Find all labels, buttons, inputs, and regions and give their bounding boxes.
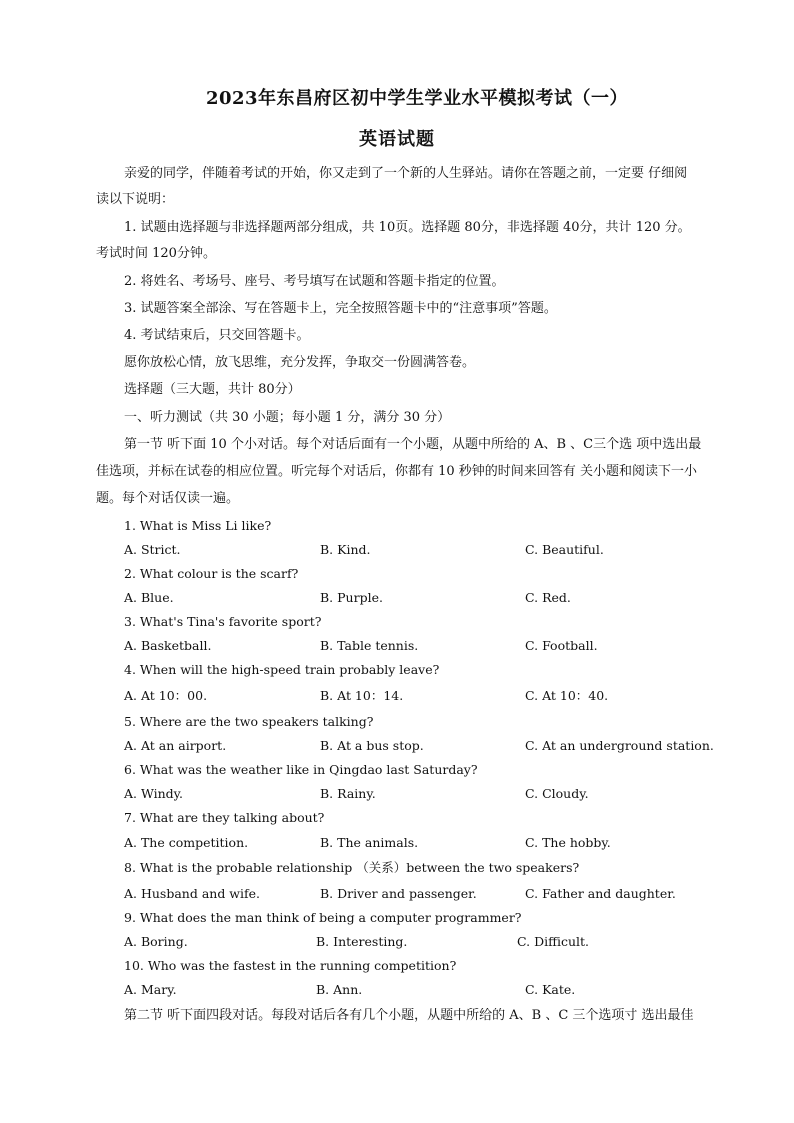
q7-option-c: C. The hobby. <box>525 835 611 850</box>
q9-option-a: A. Boring. <box>124 934 188 949</box>
part1-sec1-line-1: 第一节 听下面 10 个小对话。每个对话后面有一个小题，从题中所给的 A、B 、C三个选 项中选出最 <box>124 437 702 452</box>
question-10: 10. Who was the fastest in the running competition? <box>124 958 457 973</box>
question-5: 5. Where are the two speakers talking? <box>124 714 374 729</box>
intro-wish: 愿你放松心情，放飞思维，充分发挥，争取交一份圆满答卷。 <box>124 355 476 370</box>
q1-option-c: C. Beautiful. <box>525 542 604 557</box>
section-choice: 选择题（三大题，共计 80分） <box>124 382 301 397</box>
q5-option-a: A. At an airport. <box>124 738 227 753</box>
question-7: 7. What are they talking about? <box>124 810 325 825</box>
part1-sec2-line-1: 第二节 听下面四段对话。每段对话后各有几个小题，从题中所给的 A、B 、C 三个选项寸 选出最佳 <box>124 1008 694 1023</box>
intro-item-4: 4. 考试结束后，只交回答题卡。 <box>124 328 310 343</box>
q3-option-a: A. Basketball. <box>124 638 212 653</box>
q4-option-c: C. At 10：40. <box>525 688 609 703</box>
intro-line-1: 亲爱的同学，伴随着考试的开始，你又走到了一个新的人生驿站。请你在答题之前，一定要 仔细阅 <box>124 166 688 181</box>
question-1: 1. What is Miss Li like? <box>124 518 272 533</box>
q6-option-c: C. Cloudy. <box>525 786 589 801</box>
q7-option-a: A. The competition. <box>124 835 249 850</box>
part1-heading: 一、听力测试（共 30 小题；每小题 1 分，满分 30 分） <box>124 410 451 425</box>
question-9: 9. What does the man think of being a computer programmer? <box>124 910 522 925</box>
question-8: 8. What is the probable relationship （关系）between the two speakers? <box>124 860 580 875</box>
part1-sec1-line-3: 题。每个对话仅读一遍。 <box>96 491 240 506</box>
intro-item-1b: 考试时间 120分钟。 <box>96 246 216 261</box>
q5-option-c: C. At an underground station. <box>525 738 714 753</box>
q8-option-c: C. Father and daughter. <box>525 886 676 901</box>
intro-item-2: 2. 将姓名、考场号、座号、考号填写在试题和答题卡指定的位置。 <box>124 274 505 289</box>
question-4: 4. When will the high-speed train probably leave? <box>124 662 440 677</box>
q10-option-b: B. Ann. <box>316 982 363 997</box>
q10-option-a: A. Mary. <box>124 982 177 997</box>
q1-option-b: B. Kind. <box>320 542 371 557</box>
part1-sec1-line-2: 佳选项，并标在试卷的相应位置。听完每个对话后，你都有 10 秒钟的时间来回答有 关小题和阅读下一小 <box>96 464 697 479</box>
q3-option-b: B. Table tennis. <box>320 638 419 653</box>
q3-option-c: C. Football. <box>525 638 598 653</box>
intro-item-1a: 1. 试题由选择题与非选择题两部分组成，共 10页。选择题 80分，非选择题 40分，共计 120 分。 <box>124 220 691 235</box>
q9-option-c: C. Difficult. <box>517 934 590 949</box>
q9-option-b: B. Interesting. <box>316 934 408 949</box>
q6-option-a: A. Windy. <box>124 786 184 801</box>
question-6: 6. What was the weather like in Qingdao last Saturday? <box>124 762 478 777</box>
q8-option-b: B. Driver and passenger. <box>320 886 477 901</box>
q1-option-a: A. Strict. <box>124 542 181 557</box>
question-2: 2. What colour is the scarf? <box>124 566 299 581</box>
q2-option-a: A. Blue. <box>124 590 174 605</box>
q4-option-a: A. At 10：00. <box>124 688 208 703</box>
intro-line-2: 读以下说明： <box>96 192 175 207</box>
q10-option-c: C. Kate. <box>525 982 576 997</box>
q2-option-b: B. Purple. <box>320 590 383 605</box>
q7-option-b: B. The animals. <box>320 835 419 850</box>
intro-item-3: 3. 试题答案全部涂、写在答题卡上，完全按照答题卡中的“注意事项”答题。 <box>124 301 557 316</box>
q8-option-a: A. Husband and wife. <box>124 886 260 901</box>
question-3: 3. What's Tina's favorite sport? <box>124 614 322 629</box>
exam-subtitle: 英语试题 <box>359 129 435 150</box>
q2-option-c: C. Red. <box>525 590 571 605</box>
q5-option-b: B. At a bus stop. <box>320 738 424 753</box>
q6-option-b: B. Rainy. <box>320 786 376 801</box>
q4-option-b: B. At 10：14. <box>320 688 404 703</box>
exam-title: 2023年东昌府区初中学生学业水平模拟考试（一） <box>205 88 629 109</box>
